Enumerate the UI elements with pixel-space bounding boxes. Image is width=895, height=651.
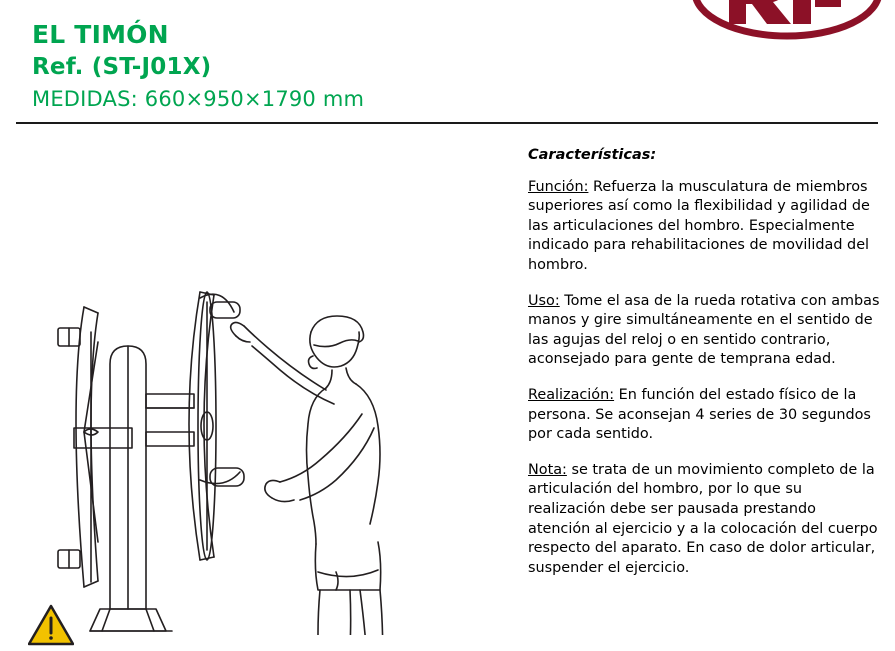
characteristic-text: Refuerza la musculatura de miembros superiores así como la flexibilidad y agilidad de las articulaciones del hombro. Especialmente indicado para rehabilitaciones de movilidad del hombro.	[528, 178, 870, 273]
page-title: EL TIMÓN	[32, 20, 169, 49]
rf-logo	[665, 0, 895, 60]
characteristic-nota	[528, 461, 880, 579]
warning-triangle-icon	[28, 604, 74, 646]
product-reference: Ref. (ST-J01X)	[32, 54, 212, 80]
characteristic-uso	[528, 292, 880, 370]
title-block	[32, 20, 364, 114]
characteristic-text: En función del estado físico de la persona. Se aconsejan 4 series de 30 segundos por cada sentido.	[528, 386, 871, 443]
small-wheel	[58, 307, 98, 587]
characteristic-realizacion	[528, 386, 880, 445]
characteristic-text: se trata de un movimiento completo de la articulación del hombro, por lo que su realización debe ser pausada prestando atención al ejercicio y a la colocación del cuerpo respecto del aparato. En caso de dolor articular, suspender el ejercicio.	[528, 461, 878, 576]
shoulder-wheel-exercise-drawing	[14, 132, 504, 635]
large-wheel	[189, 292, 244, 560]
characteristics-heading: Características:	[528, 147, 657, 163]
characteristic-label: Nota:	[528, 461, 567, 478]
characteristic-funcion	[528, 178, 880, 276]
characteristics-panel	[528, 146, 880, 578]
characteristic-text: Tome el asa de la rueda rotativa con ambas manos y gire simultáneamente en el sentido de las agujas del reloj o en sentido contrario, aconsejado para gente de temprana edad.	[528, 292, 880, 368]
page-header	[0, 0, 895, 120]
machine-column	[90, 346, 172, 631]
header-divider	[16, 122, 878, 124]
characteristic-label: Realización:	[528, 386, 615, 403]
characteristic-label: Función:	[528, 178, 589, 195]
characteristic-label: Uso:	[528, 292, 560, 309]
machine-arm	[74, 394, 194, 448]
product-dimensions: MEDIDAS: 660×950×1790 mm	[32, 87, 365, 111]
user-figure	[231, 316, 392, 635]
